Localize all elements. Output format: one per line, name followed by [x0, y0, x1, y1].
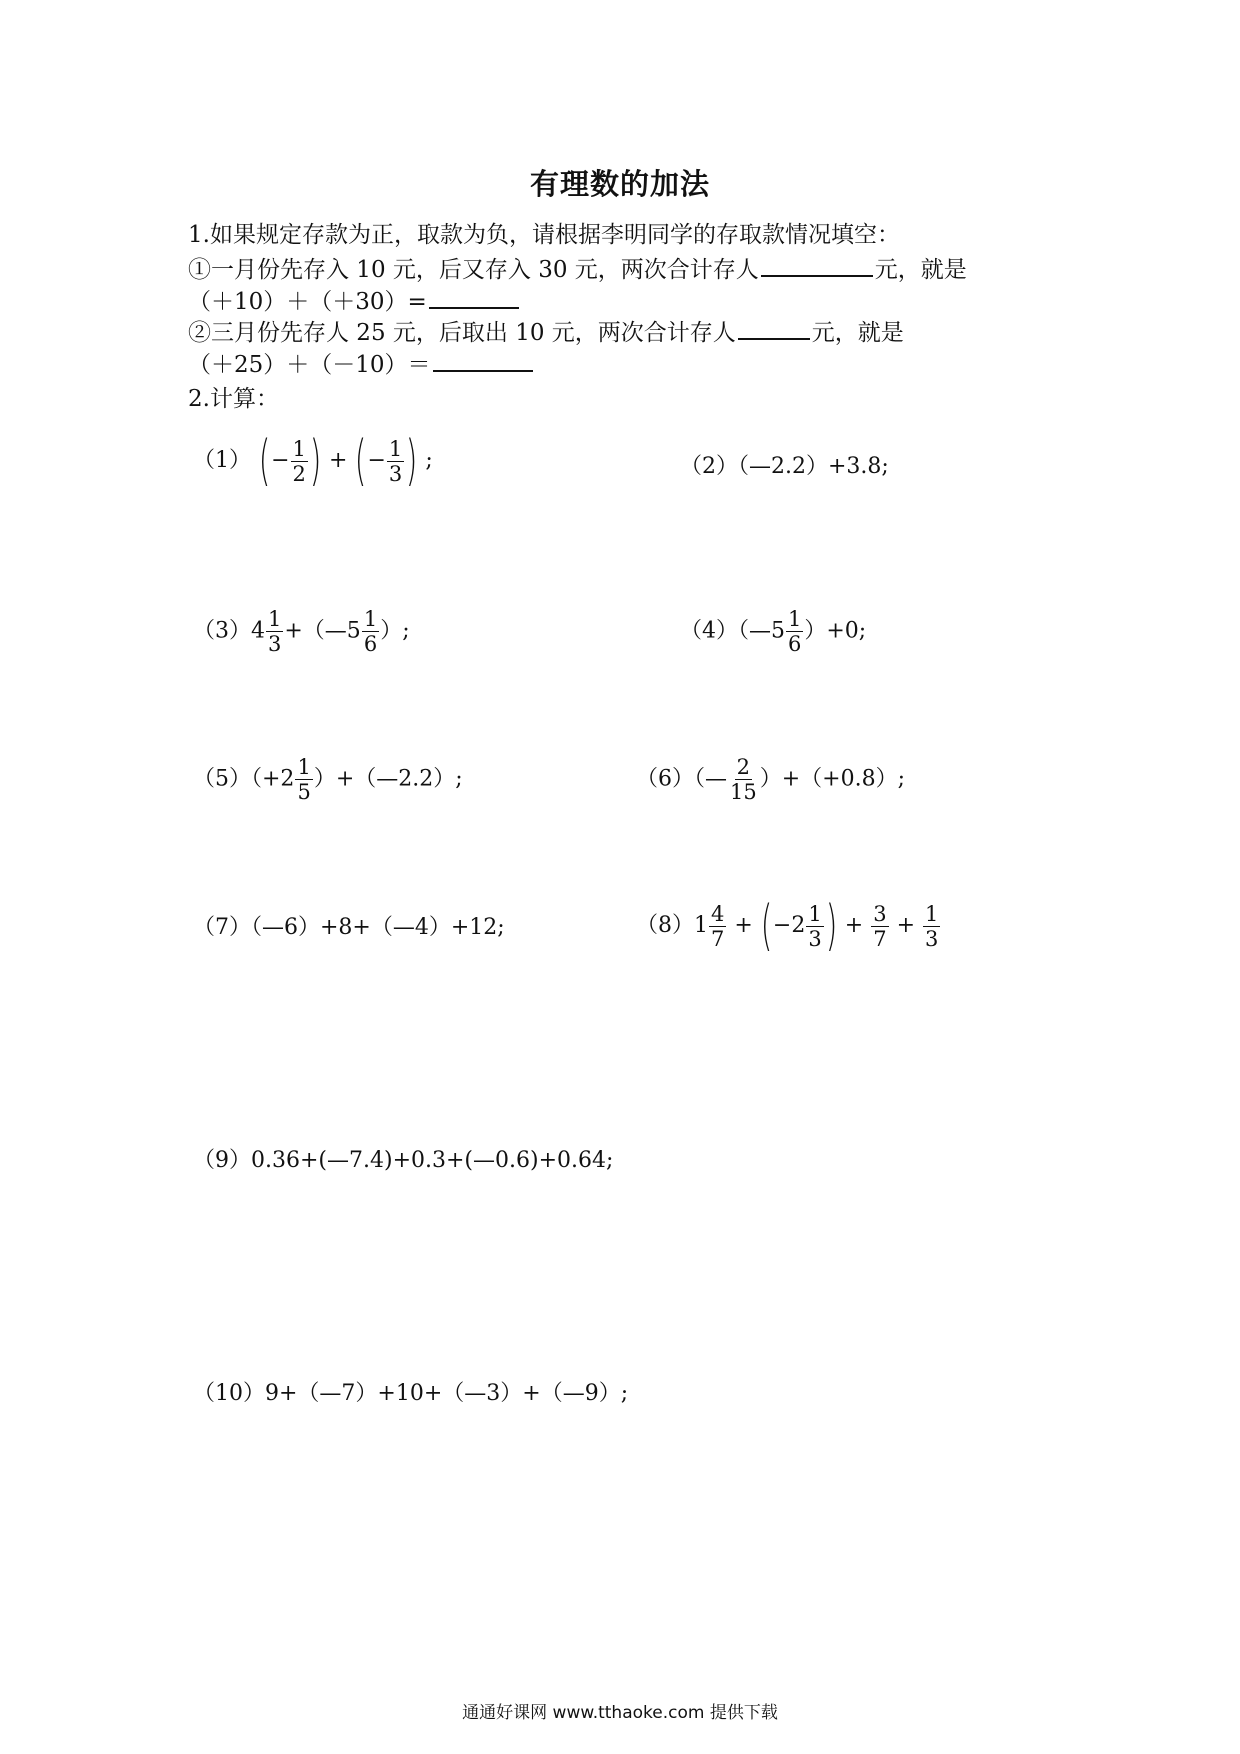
fraction: $\frac{1}{3}$: [268, 607, 282, 656]
problem-6: （6）（— $\frac{2}{15}$ ）+（+0.8）;: [636, 755, 906, 804]
fraction: $\frac{1}{3}$: [388, 436, 403, 486]
question-1b-line2: [188, 346, 535, 380]
problem-3: （3）4 $\frac{1}{3}$ +（—5 $\frac{1}{6}$ ）;: [193, 607, 410, 656]
fraction: $\frac{1}{3}$: [808, 901, 822, 951]
problem-9: （9）0.36+(—7.4)+0.3+(—0.6)+0.64;: [193, 1148, 614, 1173]
answer-blank-1b-result[interactable]: [433, 346, 533, 372]
plus-sign: +: [896, 913, 916, 938]
question-1a-line1: [188, 251, 967, 285]
question-2-heading: 2.计算：: [188, 386, 279, 412]
fraction: $\frac{1}{3}$: [925, 901, 939, 951]
answer-blank-1b-total[interactable]: [738, 314, 810, 340]
problem-2: （2）（—2.2）+3.8;: [680, 454, 889, 479]
minus-sign: −: [367, 448, 386, 473]
question-1b-line1: [188, 314, 904, 348]
paren-group: ( − $\frac{1}{3}$ ): [355, 429, 418, 492]
plus-sign: +: [844, 913, 864, 938]
footer-credit: 通通好课网 www.tthaoke.com 提供下载: [462, 1703, 778, 1723]
answer-blank-1a-result[interactable]: [429, 283, 519, 309]
paren-group: ( −2 $\frac{1}{3}$ ): [760, 894, 838, 957]
question-1-intro: 1.如果规定存款为正，取款为负，请根据李明同学的存取款情况填空：: [188, 222, 900, 248]
problem-8: （8）1 $\frac{4}{7}$ + ( −2 $\frac{1}{3}$ ) + $\frac{3}{7}$ + $\frac{1}{3}$: [636, 894, 939, 957]
question-1a-line2: [188, 283, 521, 317]
answer-blank-1a-total[interactable]: [761, 251, 873, 277]
question-1b-expression: （＋25）＋（－10）＝: [188, 352, 431, 378]
question-1a-tail: 元，就是: [874, 257, 967, 283]
fraction: $\frac{4}{7}$: [711, 901, 725, 951]
problem-number: （1）: [193, 448, 251, 473]
question-1b-tail: 元，就是: [811, 320, 904, 346]
problem-10: （10）9+（—7）+10+（—3）+（—9）;: [193, 1381, 629, 1406]
question-1a-text: ①一月份先存入 10 元，后又存入 30 元，两次合计存人: [188, 257, 759, 283]
fraction: $\frac{3}{7}$: [873, 901, 887, 951]
problem-4: （4）（—5 $\frac{1}{6}$ ）+0;: [680, 607, 867, 656]
plus-sign: +: [328, 448, 348, 473]
problem-7: （7）（—6）+8+（—4）+12;: [193, 915, 505, 940]
fraction: $\frac{1}{6}$: [363, 607, 378, 656]
minus-sign: −: [271, 448, 290, 473]
question-1b-text: ②三月份先存人 25 元，后取出 10 元，两次合计存人: [188, 320, 736, 346]
fraction: $\frac{1}{2}$: [292, 436, 306, 486]
question-1a-expression: （＋10）＋（＋30）=: [188, 289, 427, 315]
plus-sign: +: [734, 913, 753, 938]
page-title: 有理数的加法: [529, 167, 710, 201]
fraction: $\frac{2}{15}$: [730, 755, 757, 804]
fraction: $\frac{1}{5}$: [297, 755, 311, 804]
fraction: $\frac{1}{6}$: [788, 607, 802, 656]
paren-group: ( − $\frac{1}{2}$ ): [258, 429, 322, 492]
problem-5: （5）（+2 $\frac{1}{5}$ ）+（—2.2）;: [193, 755, 463, 804]
problem-1: （1） ( − $\frac{1}{2}$ ) + ( − $\frac{1}{3}$ ) ;: [193, 429, 433, 492]
